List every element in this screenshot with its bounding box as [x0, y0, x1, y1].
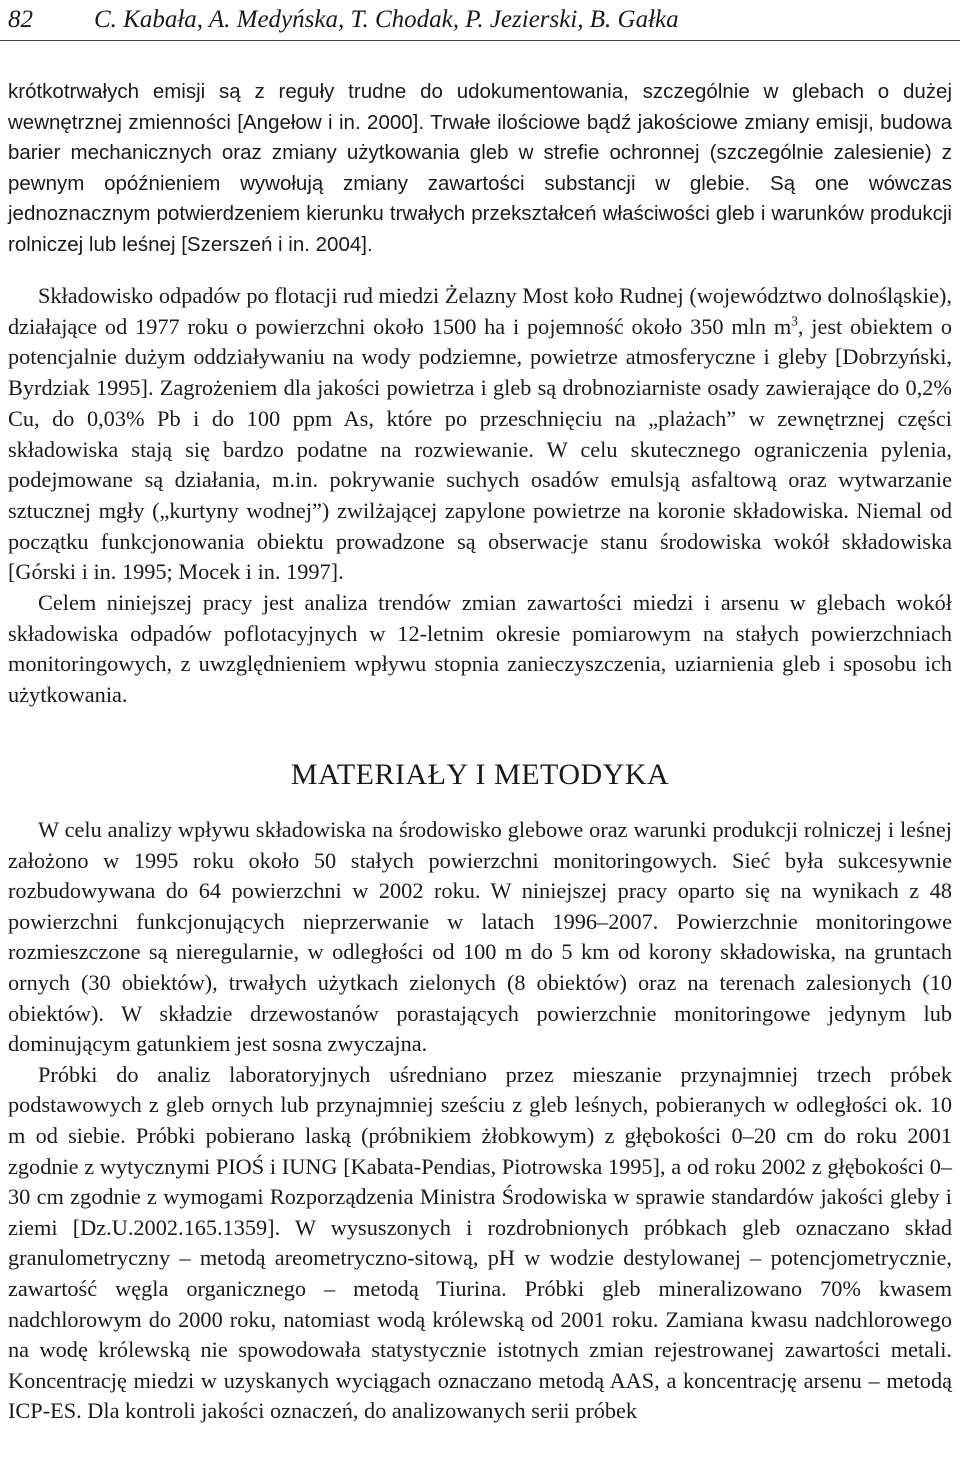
storage-text-part1: Składowisko odpadów po flotacji rud miedzi Żelazny Most koło Rudnej (województwo dolnośląskie), działające od 1977 roku o powierzchni około 1500 ha i pojemność około 350 mln m: [8, 283, 952, 339]
running-header: [8, 2, 952, 42]
intro-paragraph: krótkotrwałych emisji są z reguły trudne do udokumentowania, szczególnie w glebach o dużej wewnętrznej zmienności [Angełow i in. 2000]. Trwałe ilościowe bądź jakościowe zmiany emisji, budowa barier mechanicznych oraz zmiany użytkowania gleb w strefie ochronnej (szczególnie zalesienie) z pewnym opóźnieniem wywołują zmiany zawartości substancji w glebie. Są one wówczas jednoznacznym potwierdzeniem kierunku trwałych przekształceń właściwości gleb i warunków produkcji rolniczej lub leśnej [Szerszeń i in. 2004].: [8, 80, 952, 256]
superscript: 3: [791, 313, 798, 329]
methods-paragraph-1: W celu analizy wpływu składowiska na środowisko glebowe oraz warunki produkcji rolniczej i leśnej założono w 1995 roku około 50 stałych powierzchni monitoringowych. Sieć była sukcesywnie rozbudowywana do 64 powierzchni w 2002 roku. W niniejszej pracy oparto się na wynikach z 48 powierzchni funkcjonujących nieprzerwanie w latach 1996–2007. Powierzchnie monitoringowe rozmieszczone są nieregularnie, w odległości od 100 m do 5 km od korony składowiska, na gruntach ornych (30 obiektów), trwałych użytkach zielonych (8 obiektów) oraz na terenach zalesionych (10 obiektów). W składzie drzewostanów porastających powierzchnie monitoringowe jedynym lub dominującym gatunkiem jest sosna zwyczajna.: [8, 817, 952, 1057]
section-heading: MATERIAŁY I METODYKA: [290, 758, 670, 791]
aim-paragraph: Celem niniejszej pracy jest analiza trendów zmian zawartości miedzi i arsenu w glebach wokół składowiska odpadów poflotacyjnych w 12-letnim okresie pomiarowym na stałych powierzchniach monitoringowych, z uwzględnieniem wpływu stopnia zanieczyszczenia, uziarnienia gleb i sposobu ich użytkowania.: [8, 590, 952, 708]
storage-paragraph: [8, 281, 952, 588]
methods-paragraph-2: Próbki do analiz laboratoryjnych uśredniano przez mieszanie przynajmniej trzech próbek podstawowych z gleb ornych lub przynajmniej sześciu z gleb leśnych, pobieranych w odległości ok. 10 m od siebie. Próbki pobierano laską (próbnikiem żłobkowym) z głębokości 0–20 cm do roku 2001 zgodnie z wytycznymi PIOŚ i IUNG [Kabata-Pendias, Piotrowska 1995], a od roku 2002 z głębokości 0–30 cm zgodnie z wymogami Rozporządzenia Ministra Środowiska w sprawie standardów jakości gleby i ziemi [Dz.U.2002.165.1359]. W wysuszonych i rozdrobnionych próbkach gleb oznaczano skład granulometryczny – metodą areometryczno-sitową, pH w wodzie destylowanej – potencjometrycznie, zawartość węgla organicznego – metodą Tiurina. Próbki gleb mineralizowano 70% kwasem nadchlorowym do 2000 roku, natomiast wodą królewską od 2001 roku. Zamiana kwasu nadchlorowego na wodę królewską nie spowodowała statystycznie istotnych zmian rejestrowanej zawartości metali. Koncentrację miedzi w uzyskanych wyciągach oznaczano metodą AAS, a koncentrację arsenu – metodą ICP-ES. Dla kontroli jakości oznaczeń, do analizowanych serii próbek: [8, 1061, 952, 1424]
storage-text-part2: , jest obiektem o potencjalnie dużym oddziaływaniu na wody podziemne, powietrze atmosferyczne i gleby [Dobrzyński, Byrdziak 1995]. Zagrożeniem dla jakości powietrza i gleb są drobnoziarniste osady zawierające do 0,2% Cu, do 0,03% Pb i do 100 ppm As, które po przeschnięciu na „plażach” w zewnętrznej części składowiska stają się bardzo podatne na rozwiewanie. W celu skutecznego ograniczenia pylenia, podejmowane są działania, m.in. pokrywanie suchych osadów emulsją asfaltową oraz wytwarzanie sztucznej mgły („kurtyny wodnej”) zwilżającej zapylone powietrze na koronie składowiska. Niemal od początku funkcjonowania obiektu prowadzone są obserwacje stanu środowiska wokół składowiska [Górski i in. 1995; Mocek i in. 1997].: [8, 313, 952, 585]
intro-block: [8, 77, 952, 260]
storage-block: [8, 281, 952, 711]
header-authors: C. Kabała, A. Medyńska, T. Chodak, P. Jezierski, B. Gałka: [94, 6, 679, 33]
methods-block: [8, 815, 952, 1427]
page-number: 82: [8, 6, 33, 33]
header-rule: [0, 40, 960, 41]
